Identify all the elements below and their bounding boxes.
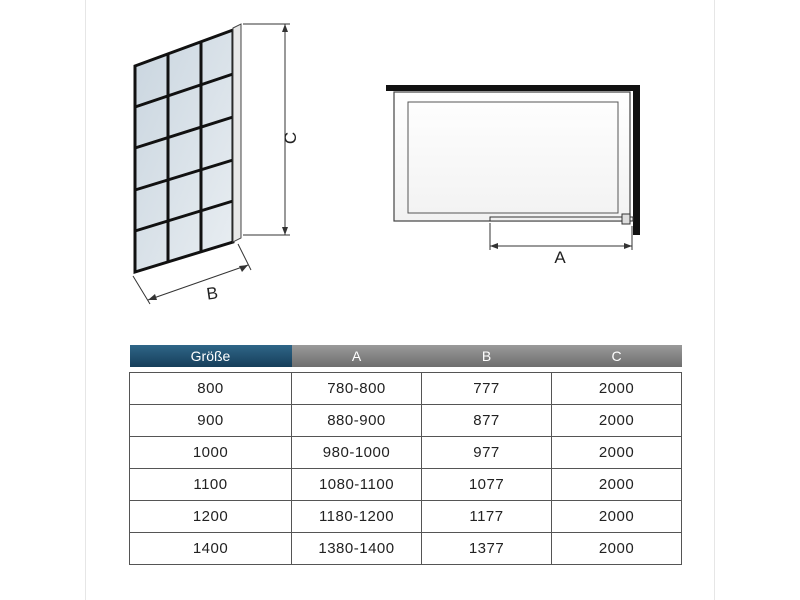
- cell-c: 2000: [552, 501, 682, 533]
- cell-c: 2000: [552, 533, 682, 565]
- table-row: [130, 405, 682, 437]
- cell-a: 1180-1200: [292, 501, 422, 533]
- header-c: C: [552, 345, 682, 367]
- label-c: C: [281, 131, 300, 145]
- table-header-row: [130, 345, 682, 367]
- cell-a: 1080-1100: [292, 469, 422, 501]
- cell-size: 800: [130, 373, 292, 405]
- cell-size: 1400: [130, 533, 292, 565]
- table-row: [130, 501, 682, 533]
- cell-b: 1077: [422, 469, 552, 501]
- table-row: [130, 533, 682, 565]
- shower-top-view: [386, 85, 640, 235]
- cell-c: 2000: [552, 469, 682, 501]
- cell-c: 2000: [552, 405, 682, 437]
- cell-b: 977: [422, 437, 552, 469]
- cell-a: 1380-1400: [292, 533, 422, 565]
- cell-size: 1100: [130, 469, 292, 501]
- cell-b: 1377: [422, 533, 552, 565]
- size-table: [129, 345, 682, 565]
- cell-size: 1000: [130, 437, 292, 469]
- dimension-a: [490, 223, 632, 250]
- cell-b: 1177: [422, 501, 552, 533]
- cell-a: 880-900: [292, 405, 422, 437]
- cell-size: 1200: [130, 501, 292, 533]
- cell-a: 980-1000: [292, 437, 422, 469]
- table-row: [130, 469, 682, 501]
- shower-panel-perspective: [135, 24, 241, 272]
- cell-b: 777: [422, 373, 552, 405]
- header-groesse: Größe: [130, 345, 292, 367]
- cell-a: 780-800: [292, 373, 422, 405]
- cell-b: 877: [422, 405, 552, 437]
- table-row: [130, 437, 682, 469]
- label-b: B: [205, 283, 220, 304]
- cell-c: 2000: [552, 437, 682, 469]
- header-b: B: [422, 345, 552, 367]
- dimension-c: [243, 24, 290, 235]
- header-a: A: [292, 345, 422, 367]
- label-a: A: [554, 248, 566, 267]
- cell-size: 900: [130, 405, 292, 437]
- cell-c: 2000: [552, 373, 682, 405]
- table-row: [130, 373, 682, 405]
